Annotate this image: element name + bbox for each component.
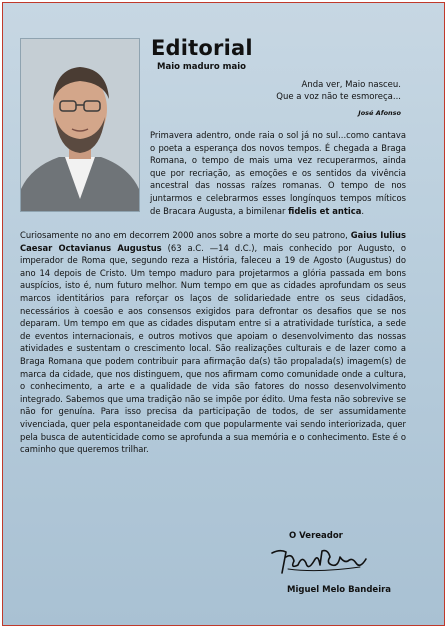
epigraph-line: Que a voz não te esmoreça... bbox=[276, 92, 401, 103]
intro-text: Primavera adentro, onde raia o sol já no sul...como cantava o poeta a esperança dos novos tempos. É chegada a Braga Romana, o tempo de mais uma vez recuperarmos, ainda que por recriação, as emoções e os sentidos da vivência ancestral das nossas raízes romanas. O tempo de nos juntarmos e celebrarmos esses longínquos tempos míticos de Bracara Augusta, a bimilenar bbox=[150, 130, 406, 216]
page-subtitle: Maio maduro maio bbox=[157, 62, 246, 72]
epigraph-line: Anda ver, Maio nasceu. bbox=[301, 80, 401, 90]
epigraph bbox=[276, 79, 401, 104]
main-text-rest: (63 a.C. —14 d.C.), mais conhecido por Augusto, o imperador de Roma que, segundo reza a História, faleceu a 19 de Agosto (Augustus) do ano 14 depois de Cristo. Um tempo maduro para projetarmos a glória passada em bons auspícios, isto é, num futuro melhor. Num tempo em que as cidades aprofundam os seus marcos identitários para reforçar os laços de solidariedade entre os seus cidadãos, necessários à coesão e aos consensos exigidos para defrontar os desafios que se nos deparam. Um tempo em que as cidades disputam entre si a atratividade turística, a sede de eventos internacionais, e outros motivos que apoiam o desenvolvimento das nossas atividades e sustentam o crescimento local. São realizações culturais e de lazer como a Braga Romana que podem contribuir para afirmação da(s) tão propalada(s) imagem(s) de marca da cidade, que nos distinguem, que nos afirmam como comunidade onde a cultura, o conhecimento, a arte e a qualidade de vida são fatores do nosso desenvolvimento integrado. Sabemos que uma tradição não se impõe por édito. Uma festa não sobrevive se não for genuína. Para isso precisa da participação de todos, de ser assumidamente vivenciada, quer pela espontaneidade com que popularmente vai sendo interiorizada, quer pela busca de autenticidade como se aprofunda a sua memória e o conhecimento. Este é o caminho que queremos trilhar. bbox=[20, 242, 406, 455]
page-title: Editorial bbox=[151, 36, 253, 60]
intro-emphasis: fidelis et antica bbox=[288, 205, 362, 216]
signer-name: Miguel Melo Bandeira bbox=[287, 585, 392, 595]
main-text-start: Curiosamente no ano em decorrem 2000 anos sobre a morte do seu patrono, bbox=[20, 230, 351, 240]
intro-end: . bbox=[361, 205, 365, 216]
intro-paragraph bbox=[150, 129, 406, 217]
editorial-page bbox=[2, 2, 445, 626]
main-paragraph bbox=[20, 229, 406, 456]
author-portrait bbox=[20, 38, 140, 212]
epigraph-author: José Afonso bbox=[358, 109, 401, 117]
main-emphasis: Gaius Iulius Caesar Octavianus Augustus bbox=[20, 230, 406, 253]
handwritten-signature bbox=[268, 543, 378, 579]
signer-role: O Vereador bbox=[289, 531, 343, 541]
portrait-image bbox=[21, 39, 139, 211]
